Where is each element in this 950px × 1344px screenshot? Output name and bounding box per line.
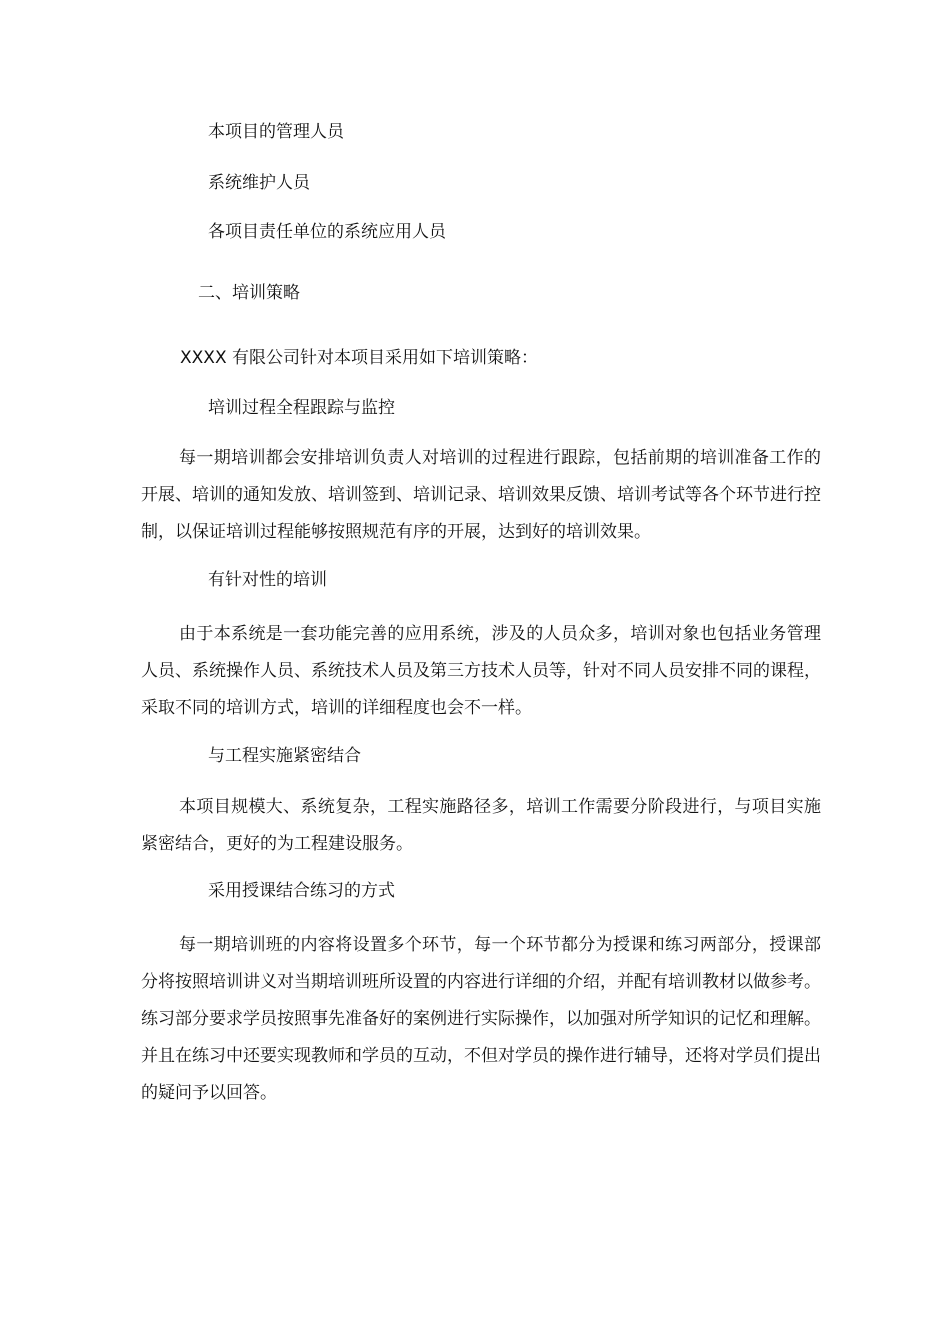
strategy-title-lecture-practice: 采用授课结合练习的方式: [208, 881, 395, 901]
list-item-application-users: 各项目责任单位的系统应用人员: [208, 222, 446, 242]
strategy-body-implementation: 本项目规模大、系统复杂，工程实施路径多，培训工作需要分阶段进行，与项目实施紧密结合，更好的为工程建设服务。: [141, 797, 821, 854]
list-item-managers: 本项目的管理人员: [208, 122, 344, 142]
strategy-title-implementation: 与工程实施紧密结合: [208, 746, 361, 766]
strategy-title-tracking: 培训过程全程跟踪与监控: [208, 398, 395, 418]
strategy-body-tracking: 每一期培训都会安排培训负责人对培训的过程进行跟踪，包括前期的培训准备工作的开展、培训的通知发放、培训签到、培训记录、培训效果反馈、培训考试等各个环节进行控制，以保证培训过程能够按照规范有序的开展，达到好的培训效果。: [141, 448, 821, 542]
strategy-title-targeted: 有针对性的培训: [208, 570, 327, 590]
list-item-maintainers: 系统维护人员: [208, 173, 310, 193]
section-heading: 二、培训策略: [198, 283, 300, 303]
intro-text: XXXX 有限公司针对本项目采用如下培训策略：: [180, 348, 538, 368]
strategy-body-lecture-practice: 每一期培训班的内容将设置多个环节，每一个环节都分为授课和练习两部分，授课部分将按照培训讲义对当期培训班所设置的内容进行详细的介绍，并配有培训教材以做参考。练习部分要求学员按照事先准备好的案例进行实际操作，以加强对所学知识的记忆和理解。并且在练习中还要实现教师和学员的互动，不但对学员的操作进行辅导，还将对学员们提出的疑问予以回答。: [141, 935, 821, 1103]
strategy-body-targeted: 由于本系统是一套功能完善的应用系统，涉及的人员众多，培训对象也包括业务管理人员、系统操作人员、系统技术人员及第三方技术人员等，针对不同人员安排不同的课程，采取不同的培训方式，培训的详细程度也会不一样。: [141, 624, 821, 718]
